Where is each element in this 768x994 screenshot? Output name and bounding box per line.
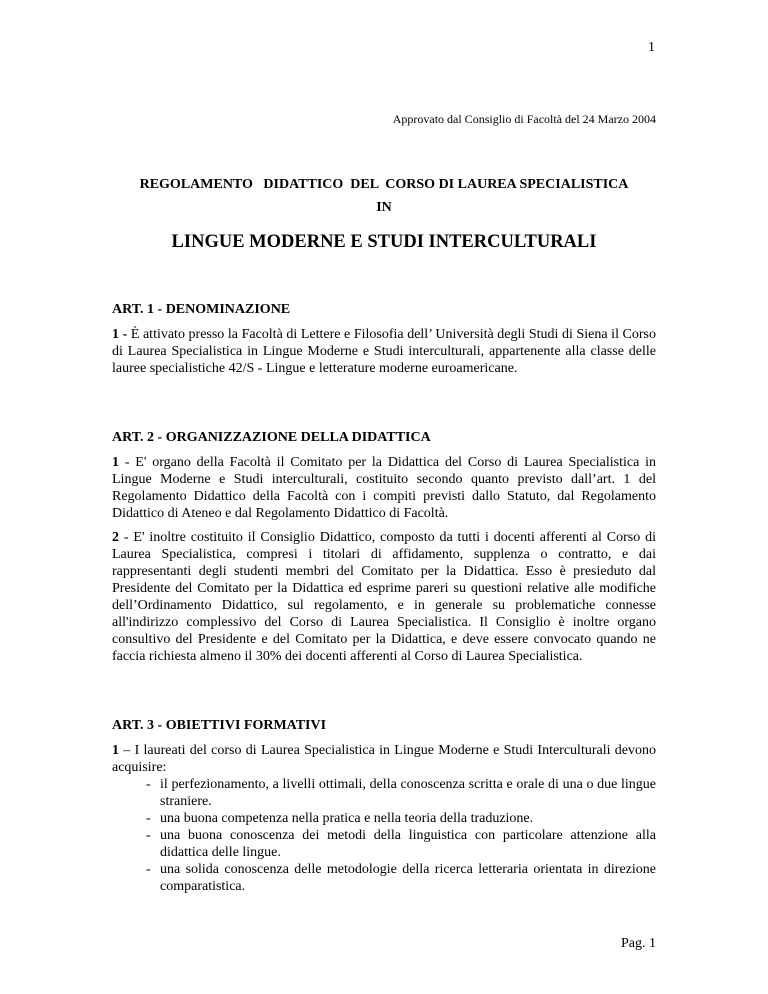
art2-p2-number: 2: [112, 530, 119, 545]
art3-p1-text: – I laureati del corso di Laurea Specialistica in Lingue Moderne e Studi Interculturali devono acquisire:: [112, 743, 656, 775]
list-item: [112, 810, 656, 827]
list-item: [112, 861, 656, 895]
art1-paragraph-1: [112, 326, 656, 377]
document-title: LINGUE MODERNE E STUDI INTERCULTURALI: [171, 232, 597, 252]
art2-paragraph-1: [112, 454, 656, 522]
art3-paragraph-1: [112, 742, 656, 776]
list-dash: -: [146, 811, 151, 826]
title-line-2: IN: [376, 200, 392, 215]
art1-p1-number: 1 -: [112, 327, 128, 342]
art3-p1-number: 1: [112, 743, 119, 758]
list-dash: -: [146, 777, 151, 792]
art2-p1-number: 1: [112, 455, 119, 470]
list-dash: -: [146, 862, 151, 877]
list-item-text: una buona competenza nella pratica e nella teoria della traduzione.: [160, 811, 534, 826]
list-dash: -: [146, 828, 151, 843]
art1-p1-text: È attivato presso la Facoltà di Lettere e Filosofia dell’ Università degli Studi di Siena il Corso di Laurea Specialistica in Lingue Moderne e Studi interculturali, appartenente alla classe delle lauree specialistiche 42/S - Lingue e letterature moderne euroamericane.: [112, 327, 656, 376]
art1-heading: ART. 1 - DENOMINAZIONE: [112, 302, 291, 317]
art3-objectives-list: [112, 776, 656, 895]
art2-paragraph-2: [112, 529, 656, 665]
bottom-page-label: Pag. 1: [621, 936, 656, 951]
list-item: [112, 776, 656, 810]
art2-p2-text: - E' inoltre costituito il Consiglio Didattico, composto da tutti i docenti afferenti al Corso di Laurea Specialistica, compresi i titolari di affidamento, supplenza o contratto, e dai rappresentanti degli studenti membri del Comitato per la Didattica. Esso è presieduto dal Presidente del Comitato per la Didattica ed esprime pareri su questioni relative alle modifiche dell’Ordinamento Didattico, sul regolamento, e in generale su problematiche connesse all'indirizzo complessivo del Corso di Laurea Specialistica. Il Consiglio è inoltre organo consultivo del Presidente e del Comitato per la Didattica, e deve essere convocato quando ne faccia richiesta almeno il 30% dei docenti afferenti al Corso di Laurea Specialistica.: [112, 530, 656, 664]
art3-heading: ART. 3 - OBIETTIVI FORMATIVI: [112, 718, 327, 733]
list-item-text: una solida conoscenza delle metodologie della ricerca letteraria orientata in direzione comparatistica.: [160, 862, 656, 894]
list-item-text: una buona conoscenza dei metodi della linguistica con particolare attenzione alla didattica delle lingue.: [160, 828, 656, 860]
list-item: [112, 827, 656, 861]
list-item-text: il perfezionamento, a livelli ottimali, della conoscenza scritta e orale di una o due lingue straniere.: [160, 777, 656, 809]
approval-note: Approvato dal Consiglio di Facoltà del 24 Marzo 2004: [392, 112, 656, 126]
art2-p1-text: - E' organo della Facoltà il Comitato per la Didattica del Corso di Laurea Specialistica in Lingue Moderne e Studi interculturali, costituito secondo quanto previsto dall’art. 1 del Regolamento Didattico della Facoltà con i compiti previsti dallo Statuto, dal Regolamento Didattico di Ateneo e dal Regolamento Didattico di Facoltà.: [112, 455, 656, 521]
top-page-number: 1: [648, 40, 655, 55]
art2-heading: ART. 2 - ORGANIZZAZIONE DELLA DIDATTICA: [112, 430, 431, 445]
title-line-1: REGOLAMENTO DIDATTICO DEL CORSO DI LAUREA SPECIALISTICA: [139, 177, 629, 192]
